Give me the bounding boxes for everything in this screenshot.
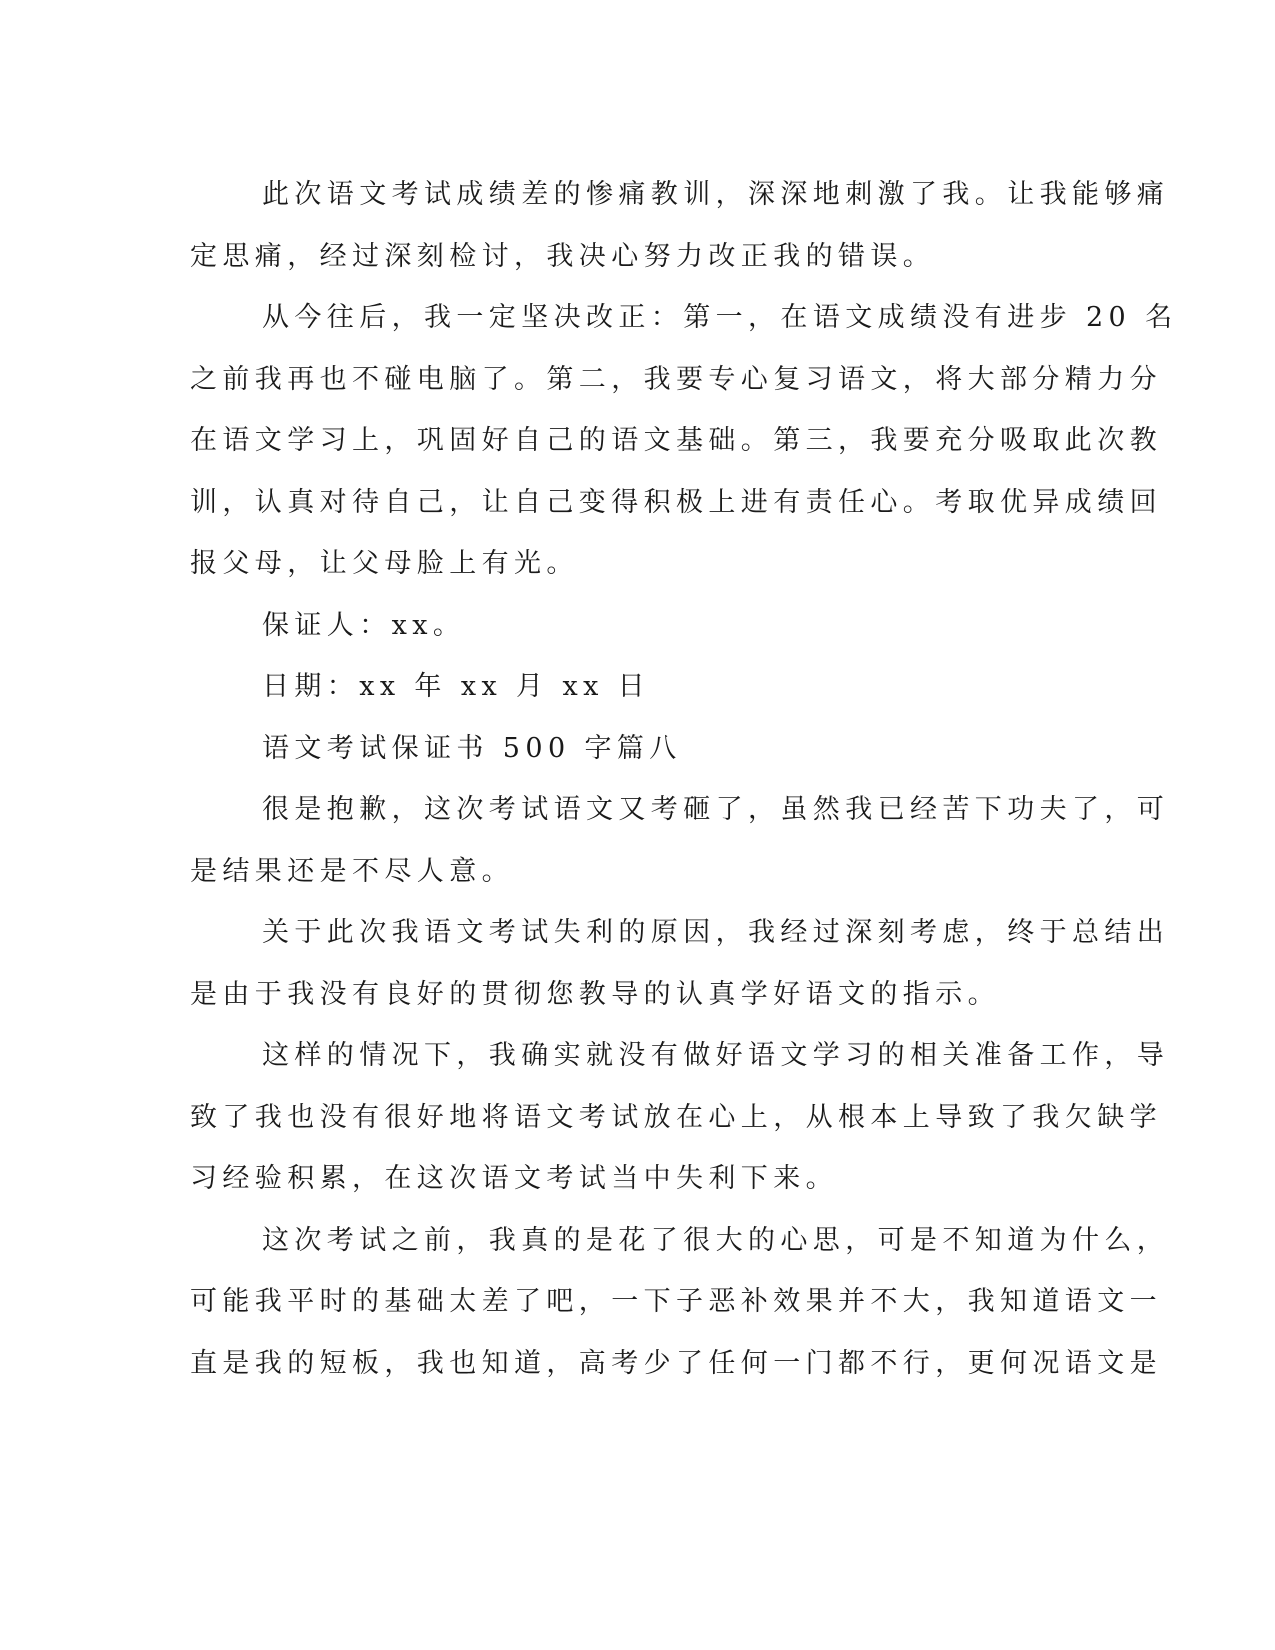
text-line: 习经验积累，在这次语文考试当中失利下来。: [190, 1163, 838, 1194]
text-line: 从今往后，我一定坚决改正：第一，在语文成绩没有进步 20 名: [262, 302, 1178, 333]
text-line: 关于此次我语文考试失利的原因，我经过深刻考虑，终于总结出: [262, 917, 1170, 948]
text-line: 报父母，让父母脸上有光。: [190, 548, 579, 579]
text-line: 之前我再也不碰电脑了。第二，我要专心复习语文，将大部分精力分: [190, 363, 1162, 395]
text-line: 是结果还是不尽人意。: [190, 855, 514, 887]
text-line: 这样的情况下，我确实就没有做好语文学习的相关准备工作，导: [262, 1040, 1170, 1071]
text-line: 致了我也没有很好地将语文考试放在心上，从根本上导致了我欠缺学: [190, 1101, 1162, 1133]
text-line: 定思痛，经过深刻检讨，我决心努力改正我的错误。: [190, 240, 936, 272]
text-line: 训，认真对待自己，让自己变得积极上进有责任心。考取优异成绩回: [190, 486, 1162, 518]
text-line: 是由于我没有良好的贯彻您教导的认真学好语文的指示。: [190, 978, 1000, 1010]
text-line: 这次考试之前，我真的是花了很大的心思，可是不知道为什么，: [262, 1224, 1170, 1256]
text-line: 语文考试保证书 500 字篇八: [262, 732, 682, 764]
text-line: 可能我平时的基础太差了吧，一下子恶补效果并不大，我知道语文一: [190, 1286, 1162, 1317]
text-line: 此次语文考试成绩差的惨痛教训，深深地刺激了我。让我能够痛: [262, 179, 1170, 210]
text-line: 日期：xx 年 xx 月 xx 日: [262, 671, 651, 702]
text-line: 保证人：xx。: [262, 609, 466, 641]
text-line: 在语文学习上，巩固好自己的语文基础。第三，我要充分吸取此次教: [190, 425, 1162, 456]
document-body: [190, 164, 1178, 1394]
text-line: 直是我的短板，我也知道，高考少了任何一门都不行，更何况语文是: [190, 1347, 1162, 1379]
text-line: 很是抱歉，这次考试语文又考砸了，虽然我已经苦下功夫了，可: [262, 794, 1170, 825]
